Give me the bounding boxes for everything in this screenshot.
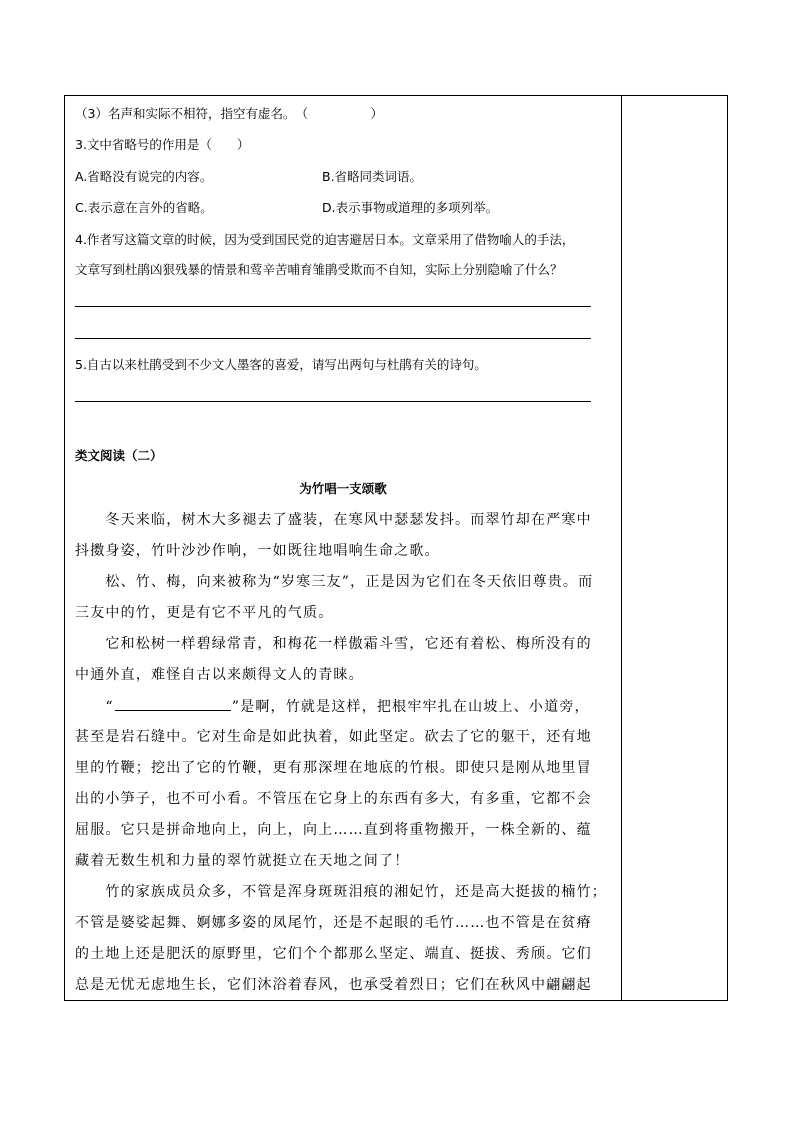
option-a: A.省略没有说完的内容。 [75,169,213,184]
fill-in-blank[interactable] [115,697,231,711]
question-3-stem: 3.文中省略号的作用是（ ） [75,137,250,152]
option-c: C.表示意在言外的省略。 [75,200,213,215]
section-title: 类文阅读（二） [75,448,163,463]
paragraph-line: 不管是婆娑起舞、婀娜多姿的凤尾竹，还是不起眼的毛竹……也不管是在贫瘠 [75,915,592,931]
paragraph-line: 总是无忧无虑地生长，它们沐浴着春风，也承受着烈日；它们在秋风中翩翩起 [75,977,592,993]
paragraph-line: 它和松树一样碧绿常青，和梅花一样傲霜斗雪，它还有着松、梅所没有的 [75,636,592,652]
paragraph-line: 三友中的竹，更是有它不平凡的气质。 [75,605,334,621]
question-2-item-3: （3）名声和实际不相符，指空有虚名。 （ ） [75,106,383,121]
answer-line[interactable] [75,338,591,339]
article-title: 为竹唱一支颂歌 [299,481,387,496]
blank-line-prefix: “ [75,699,114,715]
paragraph-line: 松、竹、梅，向来被称为“岁寒三友”，正是因为它们在冬天依旧尊贵。而 [75,574,594,590]
question-4-line-1: 4.作者写这篇文章的时候，因为受到国民党的迫害避居日本。文章采用了借物喻人的手法， [75,232,575,247]
paragraph-line-with-blank [75,697,613,716]
question-3-option-row [75,200,499,216]
question-4-line-2: 文章写到杜鹃凶狠残暴的情景和莺辛苦哺育雏鹃受欺而不自知，实际上分别隐喻了什么？ [75,262,563,277]
paragraph-line: 出的小笋子，也不可小看。不管压在它身上的东西有多大，有多重，它都不会 [75,791,592,807]
main-column [65,96,621,1000]
paragraph-line: 冬天来临，树木大多褪去了盛装，在寒风中瑟瑟发抖。而翠竹却在严寒中 [75,512,592,528]
question-5-stem: 5.自古以来杜鹃受到不少文人墨客的喜爱，请写出两句与杜鹃有关的诗句。 [75,357,487,372]
worksheet-table [64,95,728,1001]
blank-line-suffix: ”是啊，竹就是这样，把根牢牢扎在山坡上、小道旁， [231,699,590,715]
paragraph-line: 中通外直，难怪自古以来颇得文人的青睐。 [75,667,364,683]
paragraph-line: 抖擞身姿，竹叶沙沙作响，一如既往地唱响生命之歌。 [75,543,440,559]
option-d: D.表示事物或道理的多项列举。 [322,200,499,215]
option-b: B.省略同类词语。 [322,169,423,184]
answer-line[interactable] [75,401,591,402]
paragraph-line: 屈服。它只是拼命地向上，向上，向上……直到将重物搬开，一株全新的、蕴 [75,822,592,838]
answer-line[interactable] [75,306,591,307]
paragraph-line: 竹的家族成员众多，不管是浑身斑斑泪痕的湘妃竹，还是高大挺拔的楠竹； [75,884,607,900]
paragraph-line: 藏着无数生机和力量的翠竹就挺立在天地之间了！ [75,853,410,869]
notes-column[interactable] [622,96,727,1000]
paragraph-line: 甚至是岩石缝中。它对生命是如此执着，如此坚定。砍去了它的躯干，还有地 [75,729,592,745]
question-3-option-row [75,169,423,185]
paragraph-line: 的土地上还是肥沃的原野里，它们个个都那么坚定、端直、挺拔、秀颀。它们 [75,946,592,962]
paragraph-line: 里的竹鞭；挖出了它的竹鞭，更有那深埋在地底的竹根。即使只是刚从地里冒 [75,760,592,776]
